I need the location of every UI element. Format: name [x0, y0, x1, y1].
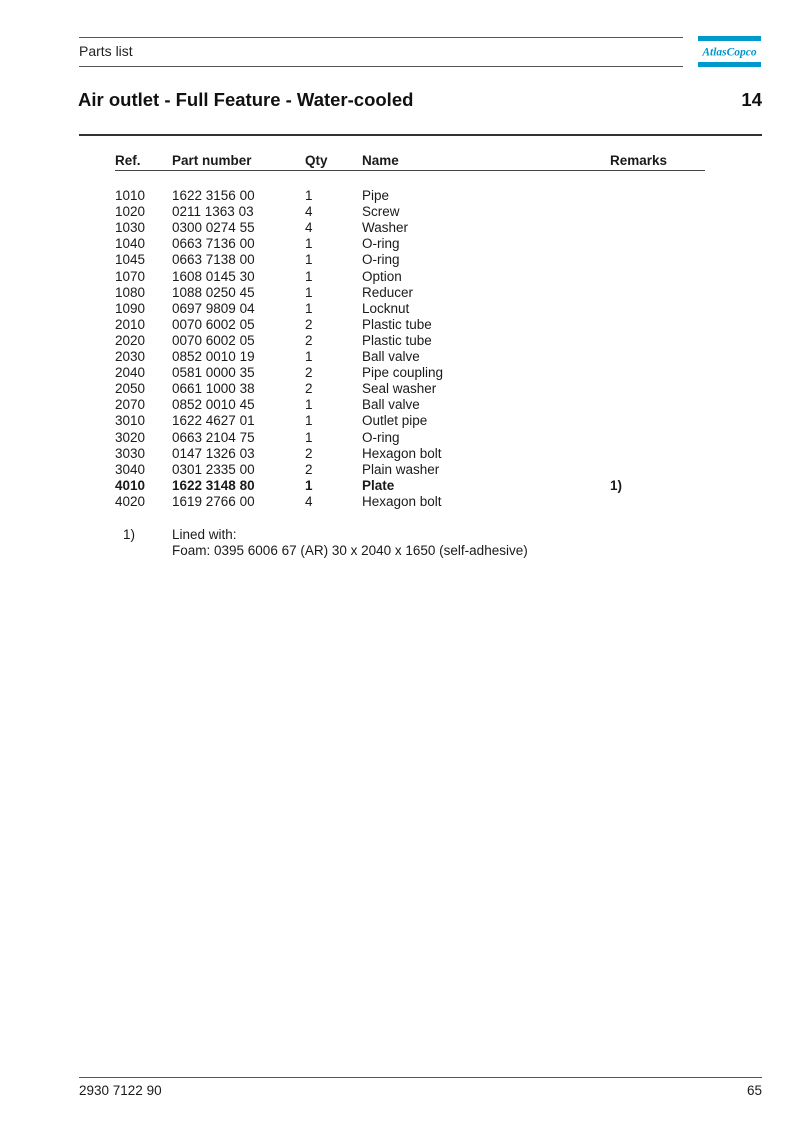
cell-part-number: 0300 0274 55 — [172, 220, 255, 236]
cell-part-number: 0581 0000 35 — [172, 365, 255, 381]
cell-ref: 3030 — [115, 445, 146, 461]
cell-part-number: 0697 9809 04 — [172, 300, 255, 316]
cell-name: Pipe — [362, 188, 390, 203]
cell-part-number: 0070 6002 05 — [172, 332, 255, 348]
cell-part-number: 0663 7136 00 — [172, 236, 255, 252]
cell-ref: 1045 — [115, 252, 146, 268]
cell-qty: 4 — [305, 220, 313, 236]
cell-qty: 2 — [305, 365, 313, 381]
table-row — [0, 413, 800, 429]
cell-qty: 1 — [305, 236, 313, 252]
cell-qty: 1 — [305, 300, 313, 316]
table-row — [0, 252, 800, 268]
cell-name: Pipe coupling — [362, 365, 444, 381]
cell-qty: 2 — [305, 316, 313, 332]
page-title: Air outlet - Full Feature - Water-cooled — [78, 89, 414, 110]
cell-qty: 1 — [305, 397, 313, 413]
cell-part-number: 1619 2766 00 — [172, 493, 255, 509]
table-row — [0, 349, 800, 365]
cell-qty: 2 — [305, 332, 313, 348]
cell-ref: 3020 — [115, 429, 146, 445]
cell-name: Screw — [362, 204, 400, 220]
title-rule — [79, 134, 762, 136]
table-row — [0, 236, 800, 252]
cell-part-number: 0661 1000 38 — [172, 381, 255, 397]
cell-qty: 2 — [305, 381, 313, 397]
cell-part-number: 0852 0010 45 — [172, 397, 255, 413]
cell-part-number: 0663 7138 00 — [172, 252, 255, 268]
cell-qty: 2 — [305, 461, 313, 477]
cell-part-number: 0301 2335 00 — [172, 461, 255, 477]
section-label: Parts list — [79, 43, 133, 59]
cell-part-number: 0211 1363 03 — [172, 204, 254, 220]
cell-name: Hexagon bolt — [362, 493, 442, 509]
cell-qty: 1 — [305, 349, 313, 364]
table-row — [0, 365, 800, 381]
cell-part-number: 0852 0010 19 — [172, 349, 255, 364]
cell-name: Plastic tube — [362, 332, 432, 348]
cell-ref: 2010 — [115, 316, 146, 332]
table-row — [0, 220, 800, 236]
cell-qty: 1 — [305, 429, 313, 445]
cell-name: Hexagon bolt — [362, 445, 442, 461]
page-number: 65 — [746, 1083, 762, 1098]
cell-name: Ball valve — [362, 349, 420, 364]
chapter-number: 14 — [741, 89, 762, 110]
cell-ref: 1010 — [115, 188, 146, 203]
svg-text:AtlasCopco: AtlasCopco — [702, 46, 757, 59]
cell-ref: 2050 — [115, 381, 146, 397]
cell-qty: 1 — [305, 252, 313, 268]
cell-remarks: 1) — [610, 477, 623, 493]
table-row — [0, 430, 800, 446]
cell-qty: 1 — [305, 268, 313, 284]
cell-name: Seal washer — [362, 381, 437, 397]
cell-qty: 1 — [305, 284, 313, 300]
column-header-part-number: Part number — [172, 153, 252, 168]
table-row — [0, 204, 800, 220]
cell-ref: 1080 — [115, 284, 146, 300]
cell-qty: 4 — [305, 493, 313, 509]
table-row — [0, 285, 800, 301]
footnote-line-2: Foam: 0395 6006 67 (AR) 30 x 2040 x 1650 (self-adhesive) — [172, 543, 528, 558]
cell-ref: 1040 — [115, 236, 146, 252]
cell-ref: 2070 — [115, 397, 146, 413]
cell-ref: 2040 — [115, 365, 146, 381]
footnote-line-1: Lined with: — [172, 527, 237, 542]
column-header-qty: Qty — [305, 153, 328, 168]
header-bottom-rule — [79, 66, 683, 67]
footnote-marker: 1) — [123, 527, 136, 542]
cell-ref: 2020 — [115, 332, 146, 348]
cell-ref: 4020 — [115, 493, 146, 509]
cell-name: Outlet pipe — [362, 413, 428, 429]
cell-part-number: 1608 0145 30 — [172, 268, 255, 284]
footer-rule — [79, 1077, 762, 1078]
atlas-copco-logo — [698, 36, 761, 67]
cell-ref: 1030 — [115, 220, 146, 236]
cell-ref: 2030 — [115, 349, 146, 364]
cell-part-number: 0147 1326 03 — [172, 445, 255, 461]
cell-name: Plastic tube — [362, 316, 432, 332]
cell-part-number: 1622 3156 00 — [172, 188, 255, 203]
cell-qty: 2 — [305, 445, 313, 461]
cell-name: Plain washer — [362, 461, 440, 477]
cell-name: O-ring — [362, 429, 400, 445]
cell-name: Washer — [362, 220, 409, 236]
cell-name: Locknut — [362, 300, 410, 316]
cell-ref: 1020 — [115, 204, 146, 220]
cell-ref: 3010 — [115, 413, 146, 429]
cell-ref: 1070 — [115, 268, 146, 284]
cell-ref: 3040 — [115, 461, 146, 477]
table-row — [0, 478, 800, 494]
table-row — [0, 301, 800, 317]
cell-qty: 1 — [305, 477, 313, 493]
table-row — [0, 317, 800, 333]
cell-qty: 1 — [305, 188, 313, 203]
cell-part-number: 1088 0250 45 — [172, 284, 255, 300]
cell-qty: 1 — [305, 413, 313, 429]
cell-part-number: 0070 6002 05 — [172, 316, 255, 332]
cell-ref: 4010 — [115, 477, 146, 493]
table-row — [0, 333, 800, 349]
column-header-ref: Ref. — [115, 153, 141, 168]
cell-qty: 4 — [305, 204, 313, 220]
table-row — [0, 446, 800, 462]
cell-name: Reducer — [362, 284, 414, 300]
table-row — [0, 269, 800, 285]
header-top-rule — [79, 37, 683, 38]
column-header-name: Name — [362, 153, 399, 168]
cell-name: O-ring — [362, 236, 400, 252]
table-row — [0, 188, 800, 204]
table-row — [0, 494, 800, 510]
cell-ref: 1090 — [115, 300, 146, 316]
cell-name: O-ring — [362, 252, 400, 268]
cell-name: Plate — [362, 477, 395, 493]
cell-part-number: 1622 4627 01 — [172, 413, 255, 429]
table-row — [0, 381, 800, 397]
table-row — [0, 462, 800, 478]
cell-name: Option — [362, 268, 402, 284]
document-number: 2930 7122 90 — [79, 1083, 162, 1098]
cell-name: Ball valve — [362, 397, 420, 413]
cell-part-number: 1622 3148 80 — [172, 477, 255, 493]
table-header-rule — [115, 170, 705, 171]
column-header-remarks: Remarks — [610, 153, 668, 168]
table-row — [0, 397, 800, 413]
cell-part-number: 0663 2104 75 — [172, 429, 255, 445]
